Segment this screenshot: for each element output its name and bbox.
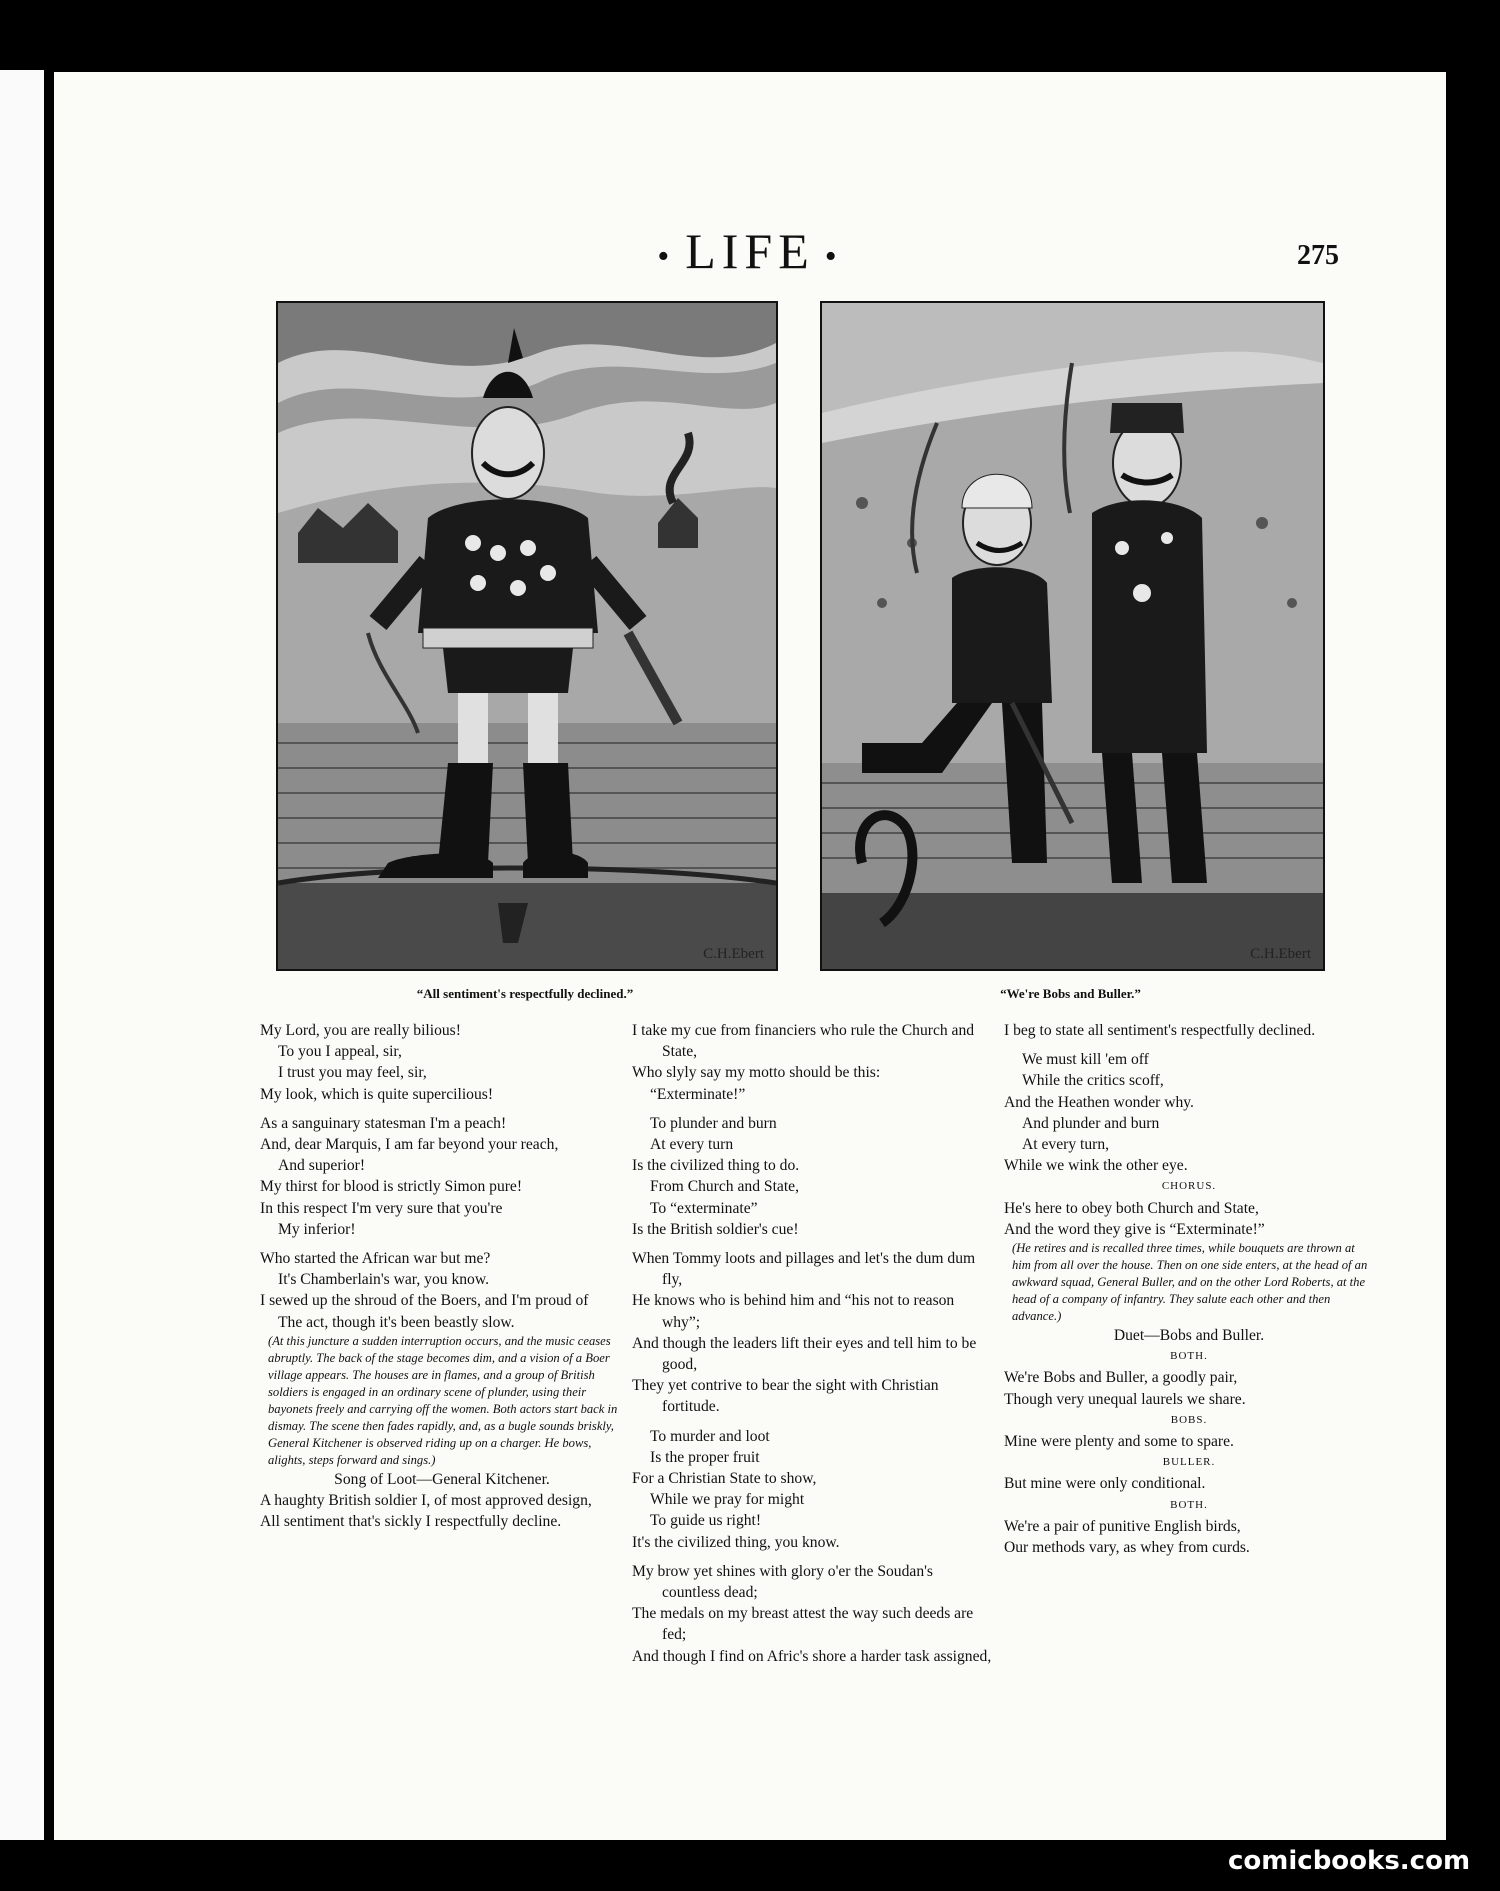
verse-line: I trust you may feel, sir, bbox=[278, 1064, 427, 1082]
verse-line: Is the British soldier's cue! bbox=[632, 1220, 799, 1238]
verse-line: We must kill 'em off bbox=[1022, 1051, 1149, 1069]
masthead bbox=[54, 222, 1446, 280]
verse-line: Mine were plenty and some to spare. bbox=[1004, 1433, 1234, 1451]
artist-signature-left: C.H.Ebert bbox=[703, 946, 764, 962]
verse-line: At every turn, bbox=[1022, 1136, 1110, 1154]
verse-line: We're a pair of punitive English birds, bbox=[1004, 1517, 1241, 1535]
page-number: 275 bbox=[1297, 240, 1339, 271]
caption-left: “All sentiment's respectfully declined.” bbox=[416, 986, 634, 1001]
verse-line: While the critics scoff, bbox=[1022, 1072, 1164, 1090]
verse-line: My brow yet shines with glory o'er the Soudan's countless dead; bbox=[632, 1562, 934, 1602]
verse-line: A haughty British soldier I, of most approved design, bbox=[260, 1492, 592, 1510]
stage-direction: (At this juncture a sudden interruption occurs, and the music ceases abruptly. The back of the stage becomes dim, and a vision of a Boer village appears. The houses are in flames, and a group of British soldiers is engaged in an ordinary scene of plunder, using their bayonets freely and carrying off the women. Both actors start back in dismay. The scene then fades rapidly, and, as a bugle sounds briskly, General Kitchener is observed riding up on a charger. He bows, alights, steps forward and sings.) bbox=[268, 1333, 618, 1467]
caption-right: “We're Bobs and Buller.” bbox=[1000, 986, 1141, 1001]
verse-line: It's the civilized thing, you know. bbox=[632, 1533, 840, 1551]
verse-line: At every turn bbox=[650, 1136, 734, 1154]
song-title: Song of Loot—General Kitchener. bbox=[334, 1470, 550, 1488]
speaker-label: BOTH. bbox=[1170, 1498, 1208, 1511]
verse-line: It's Chamberlain's war, you know. bbox=[278, 1271, 489, 1289]
bobs-buller-drawing bbox=[822, 303, 1323, 969]
verse-line: We're Bobs and Buller, a goodly pair, bbox=[1004, 1369, 1238, 1387]
chorus-label: CHORUS. bbox=[1161, 1180, 1217, 1193]
verse-line: My look, which is quite supercilious! bbox=[260, 1085, 494, 1103]
verse-line: And, dear Marquis, I am far beyond your reach, bbox=[260, 1136, 559, 1154]
verse-line: Who slyly say my motto should be this: bbox=[632, 1064, 881, 1082]
verse-line: “Exterminate!” bbox=[650, 1085, 746, 1103]
verse-line: To murder and loot bbox=[650, 1427, 770, 1445]
illustration-bobs-buller bbox=[820, 301, 1325, 971]
watermark: comicbooks.com bbox=[1228, 1846, 1471, 1876]
verse-line: He knows who is behind him and “his not to reason why”; bbox=[632, 1292, 955, 1331]
verse-line: To “exterminate” bbox=[650, 1199, 758, 1217]
verse-line: Though very unequal laurels we share. bbox=[1004, 1390, 1246, 1408]
masthead-dot-left: • bbox=[657, 237, 676, 275]
speaker-label: BOBS. bbox=[1170, 1413, 1208, 1426]
verse-line: My Lord, you are really bilious! bbox=[260, 1022, 461, 1039]
masthead-dot-right: • bbox=[824, 237, 843, 275]
speaker-label: BULLER. bbox=[1162, 1456, 1216, 1469]
verse-line: All sentiment that's sickly I respectfully decline. bbox=[260, 1513, 562, 1531]
verse-line: My thirst for blood is strictly Simon pure! bbox=[260, 1178, 523, 1196]
text-column-3 bbox=[1004, 1020, 1374, 1558]
verse-line: Is the civilized thing to do. bbox=[632, 1157, 800, 1175]
verse-line: To guide us right! bbox=[650, 1512, 762, 1530]
masthead-title: LIFE bbox=[685, 223, 815, 279]
verse-line: And the Heathen wonder why. bbox=[1004, 1093, 1194, 1111]
magazine-page bbox=[54, 72, 1446, 1840]
chorus-line: He's here to obey both Church and State, bbox=[1004, 1199, 1259, 1217]
artist-signature-right: C.H.Ebert bbox=[1250, 946, 1311, 962]
verse-line: When Tommy loots and pillages and let's the dum dum fly, bbox=[632, 1250, 976, 1289]
verse-line: And though I find on Afric's shore a harder task assigned, bbox=[632, 1647, 992, 1665]
speaker-label: BOTH. bbox=[1170, 1350, 1208, 1363]
verse-line: The medals on my breast attest the way such deeds are fed; bbox=[632, 1605, 974, 1644]
stage-direction: (He retires and is recalled three times, while bouquets are thrown at him from all over the house. Then on one side enters, at the head of an awkward squad, General Buller, and on the other Lord Roberts, at the head of a company of infantry. They salute each other and then advance.) bbox=[1012, 1241, 1368, 1324]
verse-line: To you I appeal, sir, bbox=[278, 1043, 402, 1061]
verse-line: In this respect I'm very sure that you're bbox=[260, 1199, 503, 1217]
facing-page-edge bbox=[0, 70, 44, 1840]
verse-line: Is the proper fruit bbox=[650, 1448, 760, 1466]
text-column-2 bbox=[632, 1020, 992, 1667]
verse-line: To plunder and burn bbox=[650, 1114, 777, 1132]
verse-line: I beg to state all sentiment's respectfully declined. bbox=[1004, 1022, 1316, 1039]
verse-line: I sewed up the shroud of the Boers, and I'm proud of bbox=[260, 1292, 589, 1310]
verse-line: My inferior! bbox=[278, 1220, 356, 1238]
verse-line: And superior! bbox=[278, 1157, 366, 1175]
verse-line: From Church and State, bbox=[650, 1178, 799, 1196]
verse-line: But mine were only conditional. bbox=[1004, 1475, 1206, 1493]
verse-line: They yet contrive to bear the sight with Christian fortitude. bbox=[632, 1377, 939, 1416]
verse-line: Our methods vary, as whey from curds. bbox=[1004, 1539, 1250, 1557]
verse-line: While we pray for might bbox=[650, 1491, 805, 1509]
verse-line: I take my cue from financiers who rule the Church and State, bbox=[632, 1022, 975, 1061]
verse-line: For a Christian State to show, bbox=[632, 1470, 817, 1488]
verse-line: And plunder and burn bbox=[1022, 1114, 1160, 1132]
duet-title: Duet—Bobs and Buller. bbox=[1113, 1327, 1265, 1345]
verse-line: As a sanguinary statesman I'm a peach! bbox=[260, 1114, 507, 1132]
verse-line: Who started the African war but me? bbox=[260, 1250, 491, 1268]
verse-line: And though the leaders lift their eyes and tell him to be good, bbox=[632, 1334, 977, 1374]
verse-line: While we wink the other eye. bbox=[1004, 1157, 1188, 1175]
illustration-kitchener bbox=[276, 301, 778, 971]
chorus-line: And the word they give is “Exterminate!” bbox=[1004, 1220, 1265, 1238]
kitchener-drawing bbox=[278, 303, 776, 969]
text-column-1 bbox=[260, 1020, 624, 1532]
verse-line: The act, though it's been beastly slow. bbox=[278, 1313, 515, 1331]
